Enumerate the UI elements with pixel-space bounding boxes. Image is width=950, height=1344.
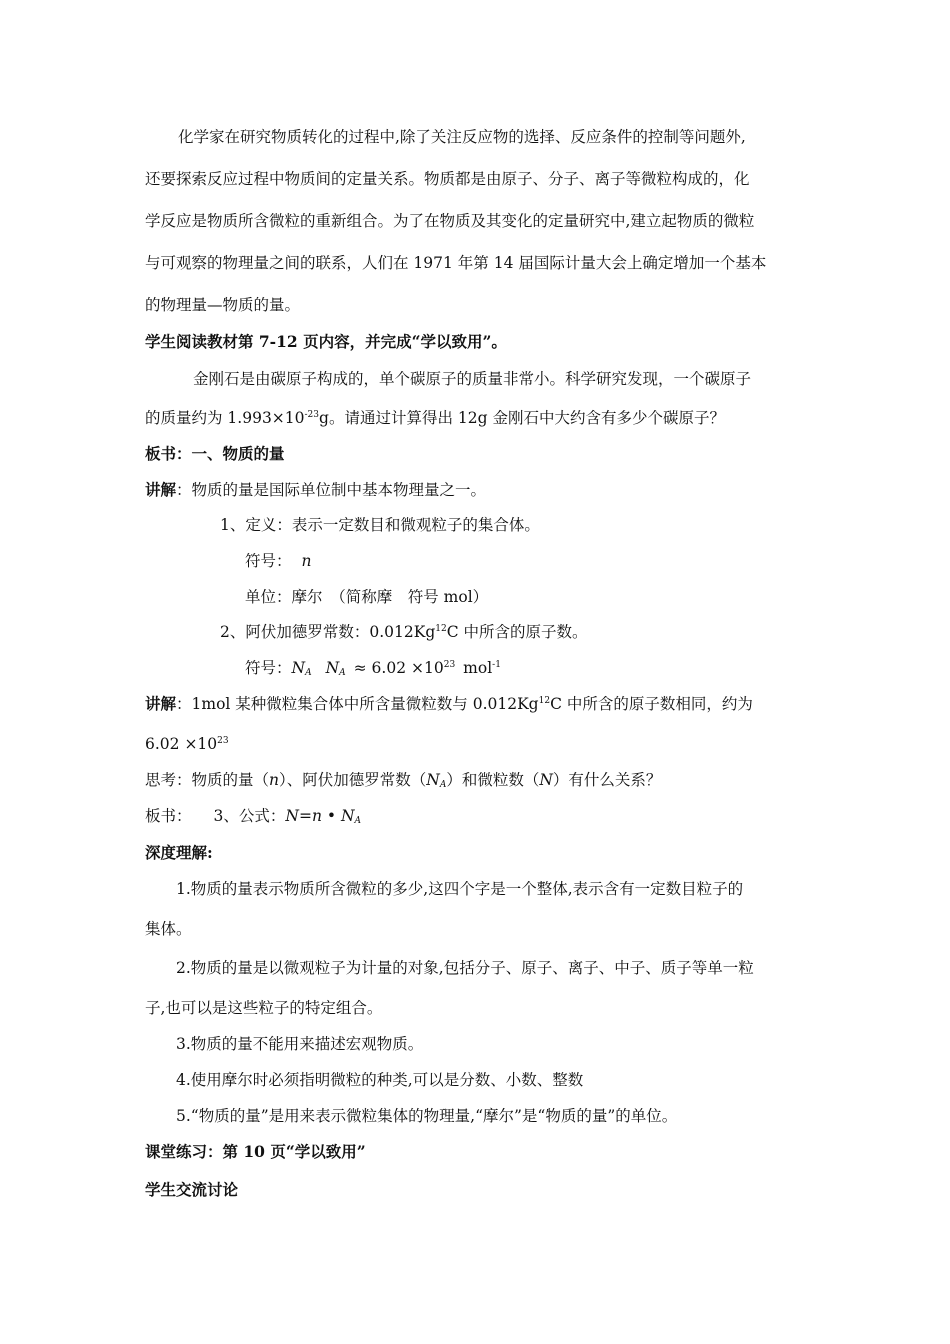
deep-point-1-line-2: 集体。	[145, 920, 192, 938]
diamond-line-1: 金刚石是由碳原子构成的，单个碳原子的质量非常小。科学研究发现，一个碳原子	[193, 370, 752, 388]
deep-point-3: 3.物质的量不能用来描述宏观物质。	[176, 1035, 424, 1053]
deep-point-1-line-1: 1.物质的量表示物质所含微粒的多少,这四个字是一个整体,表示含有一定数目粒子的	[176, 880, 744, 898]
definition-line: 1、定义：表示一定数目和微观粒子的集合体。	[220, 516, 540, 534]
reading-task: 学生阅读教材第 7-12 页内容，并完成“学以致用”。	[145, 332, 507, 351]
deep-point-5: 5.“物质的量”是用来表示微粒集体的物理量,“摩尔”是“物质的量”的单位。	[176, 1107, 678, 1125]
deep-point-2-line-2: 子,也可以是这些粒子的特定组合。	[145, 999, 383, 1017]
intro-line-2: 还要探索反应过程中物质间的定量关系。物质都是由原子、分子、离子等微粒构成的，化	[145, 170, 750, 188]
lecture-2-line-1: 讲解：1mol 某种微粒集合体中所含量微粒数与 0.012Kg$^{12}$C 中所含的原子数相同，约为	[145, 694, 753, 713]
avogadro-line: 2、阿伏加德罗常数：0.012Kg$^{12}$C 中所含的原子数。	[220, 623, 588, 641]
student-discussion: 学生交流讨论	[145, 1180, 239, 1199]
deep-understanding-heading: 深度理解:	[145, 843, 213, 862]
intro-line-1: 化学家在研究物质转化的过程中,除了关注反应物的选择、反应条件的控制等问题外,	[178, 128, 746, 146]
definition-unit: 单位：摩尔 （简称摩 符号 mol）	[245, 588, 489, 606]
deep-point-2-line-1: 2.物质的量是以微观粒子为计量的对象,包括分子、原子、离子、中子、质子等单一粒	[176, 959, 754, 977]
board-heading-1: 板书：一、物质的量	[145, 444, 285, 463]
intro-line-4: 与可观察的物理量之间的联系，人们在 1971 年第 14 届国际计量大会上确定增加一个基本	[145, 254, 767, 272]
lecture-1: 讲解：物质的量是国际单位制中基本物理量之一。	[145, 480, 487, 499]
classroom-exercise: 课堂练习：第 10 页“学以致用”	[145, 1142, 366, 1161]
intro-line-5: 的物理量—物质的量。	[145, 296, 301, 314]
avogadro-symbol: 符号：$N_A$ $N_A \approx 6.02 \times 10^{23}$ mol$^{-1}$	[245, 659, 501, 678]
lecture-2-line-2: $6.02 \times 10^{23}$	[145, 735, 229, 753]
definition-symbol: 符号： n	[245, 552, 312, 570]
intro-line-3: 学反应是物质所含微粒的重新组合。为了在物质及其变化的定量研究中,建立起物质的微粒	[145, 212, 755, 230]
board-heading-2: 板书： 3、公式：N=n • $N_A$	[145, 807, 361, 826]
deep-point-4: 4.使用摩尔时必须指明微粒的种类,可以是分数、小数、整数	[176, 1071, 584, 1089]
thinking-question: 思考：物质的量（n）、阿伏加德罗常数$(N_A)$和微粒数（N）有什么关系？	[145, 771, 662, 790]
diamond-line-2: 的质量约为 $1.993\times 10^{-23}g$。请通过计算得出 12g 金刚石中大约含有多少个碳原子？	[145, 409, 725, 427]
